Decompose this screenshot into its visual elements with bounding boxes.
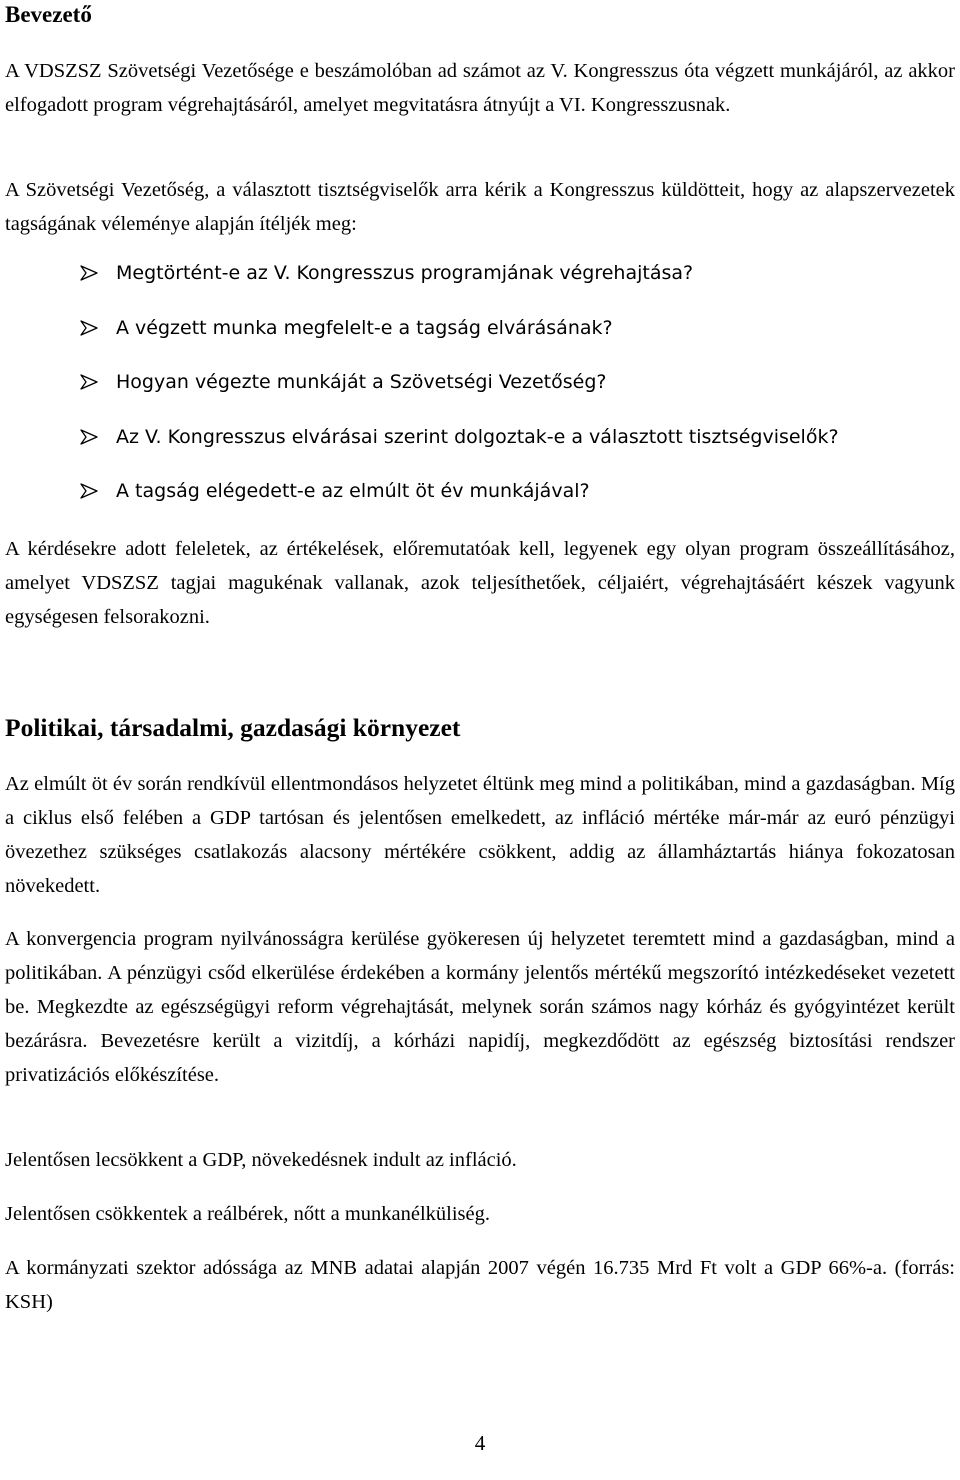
- environment-paragraph-2: A konvergencia program nyilvánosságra kerülése gyökeresen új helyzetet teremtett mind a gazdaságban, mind a politikában. A pénzügyi csőd elkerülése érdekében a kormány jelentős mértékű megszorító intézkedéseket vezetett be. Megkezdte az egészségügyi reform végrehajtását, melynek során számos nagy kórház és gyógyintézet került bezárásra. Bevezetésre került a vizitdíj, a kórházi napidíj, megkezdődött az egészség biztosítási rendszer privatizációs előkészítése.: [5, 928, 955, 1086]
- list-item: [80, 365, 940, 420]
- environment-paragraph-1: Az elmúlt öt év során rendkívül ellentmondásos helyzetet éltünk meg mind a politikában, mind a gazdaságban. Míg a ciklus első felében a GDP tartósan és jelentősen emelkedett, az infláció mértéke már-már az euró pénzügyi övezethez szükséges csatlakozás alacsony mértékére csökkent, addig az államháztartás hiánya fokozatosan növekedett.: [5, 773, 955, 897]
- question-text: A végzett munka megfelelt-e a tagság elvárásának?: [116, 316, 613, 339]
- heading-introduction: Bevezető: [5, 2, 92, 27]
- arrowhead-bullet-icon: [80, 320, 98, 336]
- arrowhead-bullet-icon: [80, 483, 98, 499]
- environment-paragraph-3: Jelentősen lecsökkent a GDP, növekedésnek indult az infláció.: [5, 1149, 517, 1171]
- question-text: A tagság elégedett-e az elmúlt öt év munkájával?: [116, 480, 590, 502]
- list-item: [80, 420, 940, 475]
- list-item: [80, 474, 940, 529]
- page-number: 4: [474, 1431, 486, 1455]
- intro-paragraph-2: A Szövetségi Vezetőség, a választott tisztségviselők arra kérik a Kongresszus küldötteit, hogy az alapszervezetek tagságának véleménye alapján ítéljék meg:: [5, 179, 955, 235]
- arrowhead-bullet-icon: [80, 374, 98, 390]
- intro-paragraph-3: A kérdésekre adott feleletek, az értékelések, előremutatóak kell, legyenek egy olyan program összeállításához, amelyet VDSZSZ tagjai magukénak vallanak, azok teljesíthetőek, céljaiért, végrehajtásáért készek vagyunk egységesen felsorakozni.: [5, 538, 955, 628]
- arrowhead-bullet-icon: [80, 265, 98, 281]
- heading-environment: Politikai, társadalmi, gazdasági környezet: [5, 713, 461, 742]
- list-item: [80, 311, 940, 366]
- environment-paragraph-5: A kormányzati szektor adóssága az MNB adatai alapján 2007 végén 16.735 Mrd Ft volt a GDP 66%-a. (forrás: KSH): [5, 1257, 955, 1313]
- intro-paragraph-1: A VDSZSZ Szövetségi Vezetősége e beszámolóban ad számot az V. Kongresszus óta végzett munkájáról, az akkor elfogadott program végrehajtásáról, amelyet megvitatásra átnyújt a VI. Kongresszusnak.: [5, 60, 955, 116]
- question-text: Hogyan végezte munkáját a Szövetségi Vezetőség?: [116, 371, 607, 393]
- question-list: [80, 256, 940, 529]
- list-item: [80, 256, 940, 311]
- environment-paragraph-4: Jelentősen csökkentek a reálbérek, nőtt a munkanélküliség.: [5, 1203, 491, 1225]
- question-text: Az V. Kongresszus elvárásai szerint dolgoztak-e a választott tisztségviselők?: [116, 425, 839, 448]
- arrowhead-bullet-icon: [80, 429, 98, 445]
- question-text: Megtörtént-e az V. Kongresszus programjának végrehajtása?: [116, 262, 694, 284]
